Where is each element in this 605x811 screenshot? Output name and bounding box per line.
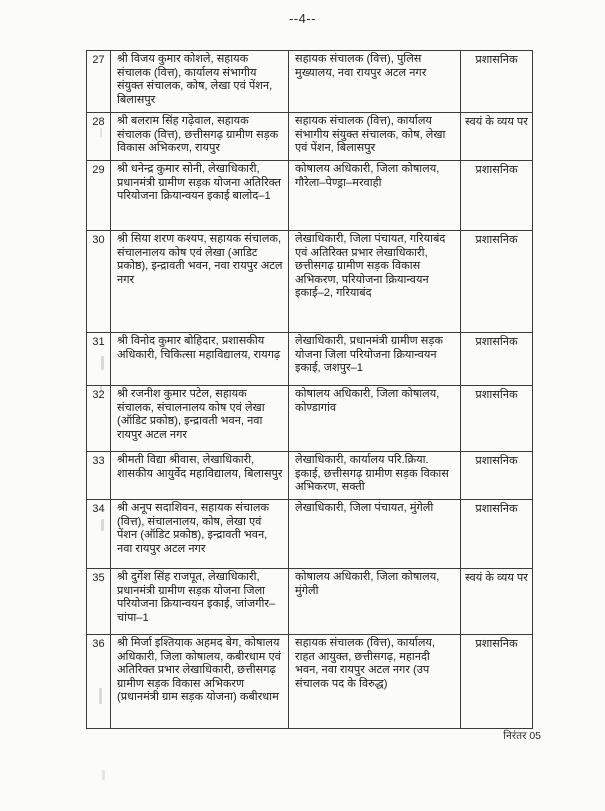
current-posting-cell: श्री अनूप सदाशिवन, सहायक संचालक (वित्त), संचालनालय, कोष, लेखा एवं पेंशन (ऑडिट प्रकोष्ठ), इन्द्रावती भवन, नवा रायपुर अटल नगर: [111, 500, 289, 569]
serial-number-cell: 27: [87, 51, 111, 113]
transfer-orders-table: [86, 50, 533, 729]
new-posting-cell: सहायक संचालक (वित्त), कार्यालय, राहत आयुक्त, छत्तीसगढ़, महानदी भवन, नवा रायपुर अटल नगर (उप संचालक पद के विरुद्ध): [289, 635, 461, 729]
transfer-type-cell: प्रशासनिक: [461, 333, 533, 386]
serial-number-cell: 30: [87, 231, 111, 333]
table-row: [87, 161, 533, 231]
current-posting-cell: श्रीमती विद्या श्रीवास, लेखाधिकारी, शासकीय आयुर्वेद महाविद्यालय, बिलासपुर: [111, 452, 289, 500]
serial-number-cell: 28: [87, 113, 111, 161]
table-row: [87, 386, 533, 452]
new-posting-cell: कोषालय अधिकारी, जिला कोषालय, गौरेला–पेण्ड्रा–मरवाही: [289, 161, 461, 231]
serial-number-cell: 29: [87, 161, 111, 231]
serial-number-cell: 35: [87, 569, 111, 635]
transfer-type-cell: प्रशासनिक: [461, 161, 533, 231]
table-row: [87, 333, 533, 386]
table-row: [87, 231, 533, 333]
scan-artifact: [102, 770, 105, 780]
new-posting-cell: कोषालय अधिकारी, जिला कोषालय, कोण्डागांव: [289, 386, 461, 452]
new-posting-cell: लेखाधिकारी, कार्यालय परि.क्रिया. इकाई, छत्तीसगढ़ ग्रामीण सड़क विकास अभिकरण, सक्ती: [289, 452, 461, 500]
current-posting-cell: श्री विनोद कुमार बोहिदार, प्रशासकीय अधिकारी, चिकित्सा महाविद्यालय, रायगढ़: [111, 333, 289, 386]
table-row: [87, 569, 533, 635]
table-row: [87, 113, 533, 161]
serial-number-cell: 31: [87, 333, 111, 386]
continuation-note: निरंतर 05: [503, 730, 541, 742]
transfer-type-cell: स्वयं के व्यय पर: [461, 113, 533, 161]
transfer-type-cell: स्वयं के व्यय पर: [461, 569, 533, 635]
table-row: [87, 500, 533, 569]
current-posting-cell: श्री विजय कुमार कोशले, सहायक संचालक (वित्त), कार्यालय संभागीय संयुक्त संचालक, कोष, लेखा एवं पेंशन, बिलासपुर: [111, 51, 289, 113]
current-posting-cell: श्री दुर्गेश सिंह राजपूत, लेखाधिकारी, प्रधानमंत्री ग्रामीण सड़क योजना जिला परियोजना क्रियान्वयन इकाई, जांजगीर–चांपा–1: [111, 569, 289, 635]
current-posting-cell: श्री मिर्जा इश्तियाक अहमद बेग, कोषालय अधिकारी, जिला कोषालय, कबीरधाम एवं अतिरिक्त प्रभार लेखाधिकारी, छत्तीसगढ़ ग्रामीण सड़क विकास अभिकरण (प्रधानमंत्री ग्राम सड़क योजना) कबीरधाम: [111, 635, 289, 729]
table-row: [87, 635, 533, 729]
new-posting-cell: सहायक संचालक (वित्त), पुलिस मुख्यालय, नवा रायपुर अटल नगर: [289, 51, 461, 113]
new-posting-cell: लेखाधिकारी, जिला पंचायत, गरियाबंद एवं अतिरिक्त प्रभार लेखाधिकारी, छत्तीसगढ़ ग्रामीण सड़क विकास अभिकरण, परियोजना क्रियान्वयन इकाई–2, गरियाबंद: [289, 231, 461, 333]
serial-number-cell: 32: [87, 386, 111, 452]
transfer-type-cell: प्रशासनिक: [461, 452, 533, 500]
serial-number-cell: 33: [87, 452, 111, 500]
new-posting-cell: लेखाधिकारी, जिला पंचायत, मुंगेली: [289, 500, 461, 569]
transfer-type-cell: प्रशासनिक: [461, 500, 533, 569]
transfer-type-cell: प्रशासनिक: [461, 635, 533, 729]
transfer-type-cell: प्रशासनिक: [461, 51, 533, 113]
table-row: [87, 51, 533, 113]
serial-number-cell: 34: [87, 500, 111, 569]
new-posting-cell: सहायक संचालक (वित्त), कार्यालय संभागीय संयुक्त संचालक, कोष, लेखा एवं पेंशन, बिलासपुर: [289, 113, 461, 161]
new-posting-cell: लेखाधिकारी, प्रधानमंत्री ग्रामीण सड़क योजना जिला परियोजना क्रियान्वयन इकाई, जशपुर–1: [289, 333, 461, 386]
current-posting-cell: श्री धनेन्द्र कुमार सोनी, लेखाधिकारी, प्रधानमंत्री ग्रामीण सड़क योजना अतिरिक्त परियोजना क्रियान्वयन इकाई बालोद–1: [111, 161, 289, 231]
new-posting-cell: कोषालय अधिकारी, जिला कोषालय, मुंगेली: [289, 569, 461, 635]
transfer-type-cell: प्रशासनिक: [461, 386, 533, 452]
transfer-type-cell: प्रशासनिक: [461, 231, 533, 333]
current-posting-cell: श्री बलराम सिंह गढ़ेवाल, सहायक संचालक (वित्त), छत्तीसगढ़ ग्रामीण सड़क विकास अभिकरण, रायपुर: [111, 113, 289, 161]
serial-number-cell: 36: [87, 635, 111, 729]
current-posting-cell: श्री रजनीश कुमार पटेल, सहायक संचालक, संचालनालय कोष एवं लेखा (ऑडिट प्रकोष्ठ), इन्द्रावती भवन, नवा रायपुर अटल नगर: [111, 386, 289, 452]
page-number: --4--: [288, 11, 317, 26]
current-posting-cell: श्री सिया शरण कश्यप, सहायक संचालक, संचालनालय कोष एवं लेखा (आडिट प्रकोष्ठ), इन्द्रावती भवन, नवा रायपुर अटल नगर: [111, 231, 289, 333]
table-row: [87, 452, 533, 500]
